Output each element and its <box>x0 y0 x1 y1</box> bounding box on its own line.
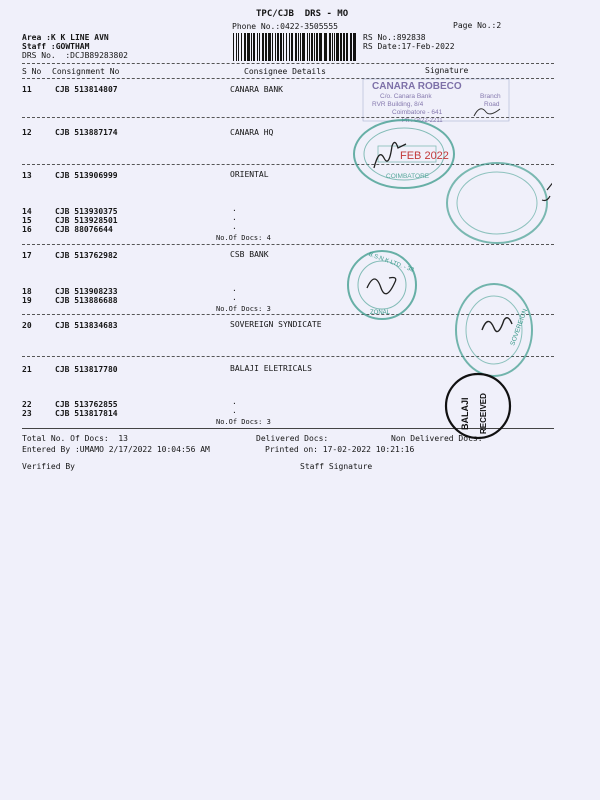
barcode-bar <box>350 33 352 61</box>
stamp-text: C/o. Canara Bank <box>380 93 432 100</box>
barcode-bar <box>233 33 234 61</box>
date-text: FEB 2022 <box>400 150 449 162</box>
barcode-bar <box>302 33 305 61</box>
stamp-text: Coimbatore - 641 <box>392 109 443 116</box>
group-doc-count: No.Of Docs: 3 <box>216 305 271 313</box>
barcode-bar <box>291 33 293 61</box>
phone-number: Phone No.:0422-3505555 <box>232 22 338 31</box>
row-consignment: CJB 513908233 <box>55 287 118 296</box>
row-sno: 20 <box>22 321 32 330</box>
barcode-bar <box>298 33 299 61</box>
row-consignee: CANARA HQ <box>230 128 274 137</box>
row-consignee: . <box>232 284 237 293</box>
stamp-text: CANARA ROBECO <box>372 81 462 92</box>
barcode-bar <box>244 33 246 61</box>
barcode-bar <box>277 33 279 61</box>
barcode-bar <box>268 33 271 61</box>
row-consignee: BALAJI ELETRICALS <box>230 364 312 373</box>
stamp-text: SOVEREIGN <box>509 307 530 347</box>
barcode-bar <box>334 33 335 61</box>
stamp-text: B.S.N.K LTD. - 38 <box>367 251 415 274</box>
barcode-bar <box>241 33 242 61</box>
row-consignment: CJB 513887174 <box>55 128 118 137</box>
barcode-bar <box>236 33 237 61</box>
stamp-text: COIMBATORE <box>386 173 430 180</box>
row-sno: 14 <box>22 207 32 216</box>
row-sno: 13 <box>22 171 32 180</box>
separator <box>22 63 554 64</box>
rs-date: RS Date:17-Feb-2022 <box>363 42 455 51</box>
row-consignee: . <box>232 204 237 213</box>
barcode-bar <box>265 33 267 61</box>
printed-on: Printed on: 17-02-2022 10:21:16 <box>265 445 415 454</box>
barcode-bar <box>314 33 315 61</box>
stamp-text: Road <box>484 101 500 108</box>
rs-number: RS No.:892838 <box>363 33 426 42</box>
barcode-bar <box>311 33 313 61</box>
barcode-bar <box>251 33 252 61</box>
separator <box>22 356 554 357</box>
staff-signature: Staff Signature <box>300 462 373 471</box>
row-consignee: . <box>232 397 237 406</box>
barcode-bar <box>332 33 333 61</box>
row-consignment: CJB 513762982 <box>55 251 118 260</box>
barcode-bar <box>283 33 284 61</box>
barcode-bar <box>257 33 258 61</box>
barcode-bar <box>238 33 239 61</box>
csb-stamp <box>345 248 420 323</box>
sovereign-stamp <box>452 280 537 380</box>
barcode <box>232 33 358 61</box>
non-delivered-docs: Non Delivered Docs: <box>391 434 483 443</box>
row-consignment: CJB 513886688 <box>55 296 118 305</box>
barcode-bar <box>275 33 276 61</box>
entered-by: Entered By :UMAMO 2/17/2022 10:04:56 AM <box>22 445 210 454</box>
stamp-text: RECEIVED <box>479 393 488 434</box>
group-doc-count: No.Of Docs: 3 <box>216 418 271 426</box>
col-sno: S No <box>22 67 42 76</box>
barcode-bar <box>353 33 356 61</box>
barcode-bar <box>259 33 260 61</box>
row-consignee: . <box>232 213 237 222</box>
stamp-text: RVR Building, 8/4 <box>372 101 424 108</box>
row-sno: 12 <box>22 128 32 137</box>
row-sno: 11 <box>22 85 32 94</box>
barcode-bar <box>295 33 297 61</box>
date-stamp <box>352 118 457 190</box>
row-consignee: . <box>232 406 237 415</box>
row-consignee: SOVEREIGN SYNDICATE <box>230 320 322 329</box>
row-consignment: CJB 513928501 <box>55 216 118 225</box>
separator <box>22 428 554 429</box>
row-sno: 21 <box>22 365 32 374</box>
barcode-bar <box>289 33 290 61</box>
barcode-bar <box>307 33 308 61</box>
row-sno: 17 <box>22 251 32 260</box>
stamp-text: ZONAL <box>370 310 391 316</box>
row-consignee: ORIENTAL <box>230 170 269 179</box>
barcode-bar <box>280 33 282 61</box>
separator <box>22 117 554 118</box>
barcode-bar <box>324 33 327 61</box>
round-stamp <box>442 158 552 248</box>
row-consignment: CJB 513834683 <box>55 321 118 330</box>
row-consignment: CJB 513906999 <box>55 171 118 180</box>
row-consignment: CJB 513762855 <box>55 400 118 409</box>
barcode-bar <box>253 33 255 61</box>
barcode-bar <box>346 33 348 61</box>
row-consignee: CSB BANK <box>230 250 269 259</box>
barcode-bar <box>286 33 287 61</box>
row-consignment: CJB 513814807 <box>55 85 118 94</box>
row-sno: 15 <box>22 216 32 225</box>
barcode-bar <box>262 33 264 61</box>
barcode-bar <box>340 33 342 61</box>
separator <box>22 78 554 79</box>
col-signature: Signature <box>425 66 469 75</box>
document-title: TPC/CJB DRS - MO <box>256 9 349 19</box>
total-docs: Total No. Of Docs: 13 <box>22 434 128 443</box>
separator <box>22 314 554 315</box>
stamp-text: Ph : 0422-2211 <box>402 118 443 124</box>
col-consignee: Consignee Details <box>244 67 326 76</box>
separator <box>22 244 554 245</box>
row-consignment: CJB 513817814 <box>55 409 118 418</box>
stamp-text: BALAJI <box>460 397 470 430</box>
row-sno: 16 <box>22 225 32 234</box>
row-consignment: CJB 513817780 <box>55 365 118 374</box>
row-consignment: CJB 513930375 <box>55 207 118 216</box>
row-consignee: . <box>232 222 237 231</box>
barcode-bar <box>300 33 301 61</box>
row-sno: 18 <box>22 287 32 296</box>
row-consignee: . <box>232 293 237 302</box>
barcode-bar <box>272 33 273 61</box>
separator <box>22 164 554 165</box>
barcode-bar <box>247 33 250 61</box>
barcode-bar <box>319 33 322 61</box>
verified-by: Verified By <box>22 462 75 471</box>
area: Area :K K LINE AVN <box>22 33 109 42</box>
page-number: Page No.:2 <box>453 21 502 30</box>
row-sno: 19 <box>22 296 32 305</box>
barcode-bar <box>329 33 331 61</box>
col-consignment: Consignment No <box>52 67 120 76</box>
barcode-bar <box>343 33 345 61</box>
received-stamp <box>438 370 518 442</box>
drs-number: DRS No. :DCJB89283802 <box>22 51 128 60</box>
barcode-bar <box>316 33 318 61</box>
row-consignee: CANARA BANK <box>230 85 283 94</box>
barcode-bar <box>336 33 339 61</box>
row-consignment: CJB 88076644 <box>55 225 113 234</box>
staff: Staff :GOWTHAM <box>22 42 90 51</box>
stamp-text: Branch <box>480 93 501 100</box>
row-sno: 22 <box>22 400 32 409</box>
barcode-bar <box>309 33 310 61</box>
group-doc-count: No.Of Docs: 4 <box>216 234 271 242</box>
row-sno: 23 <box>22 409 32 418</box>
delivered-docs: Delivered Docs: <box>256 434 329 443</box>
